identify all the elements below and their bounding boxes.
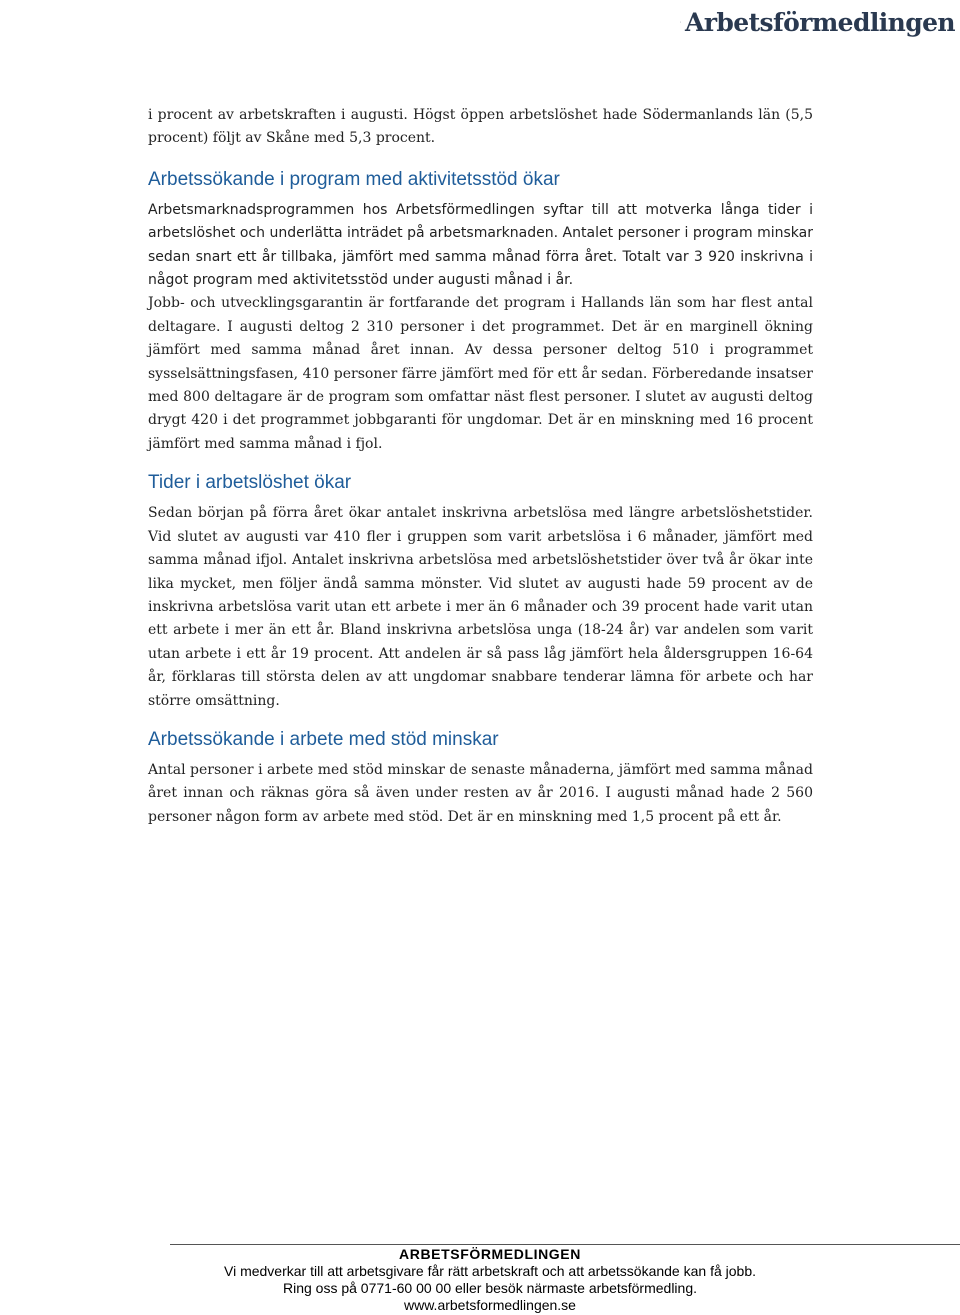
footer-contact-line: Ring oss på 0771-60 00 00 eller besök närmaste arbetsförmedling. <box>282 1280 698 1296</box>
footer-org-name: ARBETSFÖRMEDLINGEN <box>399 1246 581 1262</box>
page-footer <box>0 1246 960 1314</box>
arbetsformedlingen-logo <box>680 4 955 40</box>
footer-mission-line: Vi medverkar till att arbetsgivare får rätt arbetskraft och att arbetssökande kan få jobb. <box>223 1263 756 1279</box>
document-body <box>148 104 813 829</box>
intro-paragraph: i procent av arbetskraften i augusti. Högst öppen arbetslöshet hade Södermanlands län (5,5 procent) följt av Skåne med 5,3 procent. <box>148 107 813 147</box>
section-tider-body: Sedan början på förra året ökar antalet inskrivna arbetslösa med längre arbetslöshetstider. Vid slutet av augusti var 410 fler i gruppen som varit arbetslösa i 6 månader, jämfört med samma månad ifjol. Antalet inskrivna arbetslösa med arbetslöshetstider över två år ökar inte lika mycket, men följer ändå samma mönster. Vid slutet av augusti hade 59 procent av de inskrivna arbetslösa varit utan ett arbete i mer än 6 månader och 39 procent hade varit utan ett arbete i mer än ett år. Bland inskrivna arbetslösa unga (18-24 år) var andelen som varit utan arbete i ett år 19 procent. Att andelen är så pass låg jämfört hela åldersgruppen 16-64 år, förklaras till största delen av att ungdomar snabbare tenderar lämna för arbete och har större omsättning. <box>148 505 813 709</box>
section-arbete-body: Antal personer i arbete med stöd minskar de senaste månaderna, jämfört med samma månad året innan och räknas göra så även under resten av år 2016. I augusti månad hade 2 560 personer någon form av arbete med stöd. Det är en minskning med 1,5 procent på ett år. <box>148 761 813 825</box>
section-heading-arbete: Arbetssökande i arbete med stöd minskar <box>148 728 499 750</box>
section-program-lead: Arbetsmarknadsprogrammen hos Arbetsförmedlingen syftar till att motverka långa tider i arbetslöshet och underlätta inträdet på arbetsmarknaden. Antalet personer i program minskar sedan snart ett år tillbaka, jämfört med samma månad förra året. Totalt var 3 920 inskrivna i något program med aktivitetsstöd under augusti månad i år. <box>148 201 813 289</box>
section-program-body: Jobb- och utvecklingsgarantin är fortfarande det program i Hallands län som har flest antal deltagare. I augusti deltog 2 310 personer i det programmet. Det är en marginell ökning jämfört med samma månad året innan. Av dessa personer deltog 510 i programmet sysselsättningsfasen, 410 personer färre jämfört med för ett år sedan. Förberedande insatser med 800 deltagare är de program som omfattar näst flest personer. I slutet av augusti deltog drygt 420 i det programmet jobbgaranti för ungdomar. Det är en minskning med 16 procent jämfört med samma månad i fjol. <box>148 295 813 452</box>
logo-mark-icon <box>680 9 681 35</box>
logo-text: Arbetsförmedlingen <box>685 7 955 37</box>
section-heading-tider: Tider i arbetslöshet ökar <box>148 472 352 494</box>
footer-website-link[interactable]: www.arbetsformedlingen.se <box>404 1297 576 1313</box>
footer-divider <box>170 1244 960 1245</box>
section-heading-program: Arbetssökande i program med aktivitetsstöd ökar <box>148 168 560 190</box>
